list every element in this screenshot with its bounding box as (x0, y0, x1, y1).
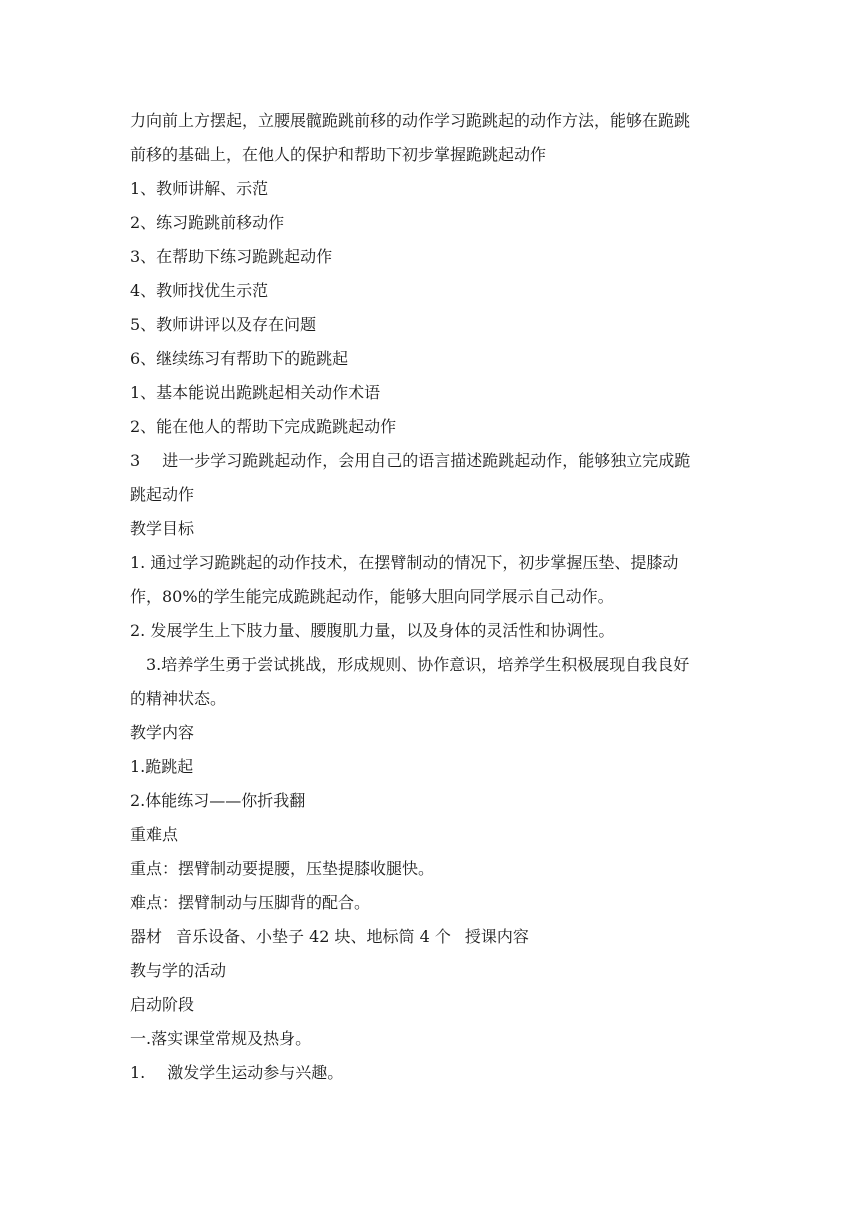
list-item: 3、在帮助下练习跪跳起动作 (130, 247, 333, 266)
section-heading: 教学内容 (130, 723, 195, 742)
list-item: 1.跪跳起 (130, 757, 194, 776)
paragraph-line: 2. 发展学生上下肢力量、腰腹肌力量，以及身体的灵活性和协调性。 (130, 621, 615, 640)
list-text: 激发学生运动参与兴趣。 (167, 1063, 344, 1082)
list-item: 5、教师讲评以及存在问题 (130, 315, 317, 334)
equipment-list: 音乐设备、小垫子 42 块、地标筒 4 个 (176, 927, 451, 946)
list-item: 1、教师讲解、示范 (130, 179, 269, 198)
section-heading: 启动阶段 (130, 995, 195, 1014)
list-item: 2.体能练习——你折我翻 (130, 791, 306, 810)
paragraph-line: 一.落实课堂常规及热身。 (130, 1029, 312, 1048)
list-text: 进一步学习跪跳起动作，会用自己的语言描述跪跳起动作，能够独立完成跪 (162, 451, 691, 470)
list-item: 6、继续练习有帮助下的跪跳起 (130, 349, 349, 368)
paragraph-line: 1. 通过学习跪跳起的动作技术，在摆臂制动的情况下，初步掌握压垫、提膝动 (130, 553, 679, 572)
lesson-content-label: 授课内容 (464, 927, 529, 946)
list-item: 1、基本能说出跪跳起相关动作术语 (130, 383, 381, 402)
section-heading: 教学目标 (130, 519, 195, 538)
paragraph-line: 难点：摆臂制动与压脚背的配合。 (130, 893, 371, 912)
equipment-line (130, 920, 734, 954)
list-number: 1. (130, 1063, 146, 1082)
list-item: 4、教师找优生示范 (130, 281, 269, 300)
list-number: 3 (130, 451, 141, 470)
section-heading: 教与学的活动 (130, 961, 227, 980)
paragraph-line: 前移的基础上，在他人的保护和帮助下初步掌握跪跳起动作 (130, 145, 547, 164)
paragraph-line: 力向前上方摆起，立腰展髋跪跳前移的动作学习跪跳起的动作方法，能够在跪跳 (130, 111, 691, 130)
paragraph-line: 的精神状态。 (130, 689, 227, 708)
paragraph-line: 3.培养学生勇于尝试挑战，形成规则、协作意识，培养学生积极展现自我良好 (146, 655, 690, 674)
paragraph-line: 重点：摆臂制动要提腰，压垫提膝收腿快。 (130, 859, 435, 878)
section-heading: 重难点 (130, 825, 179, 844)
paragraph-line: 作，80%的学生能完成跪跳起动作，能够大胆向同学展示自己动作。 (130, 587, 614, 606)
list-item: 2、能在他人的帮助下完成跪跳起动作 (130, 417, 397, 436)
list-item: 2、练习跪跳前移动作 (130, 213, 285, 232)
list-item (130, 444, 734, 478)
document-body (130, 104, 734, 1090)
list-item (130, 1056, 734, 1090)
paragraph-line: 跳起动作 (130, 485, 195, 504)
equipment-label: 器材 (130, 927, 163, 946)
